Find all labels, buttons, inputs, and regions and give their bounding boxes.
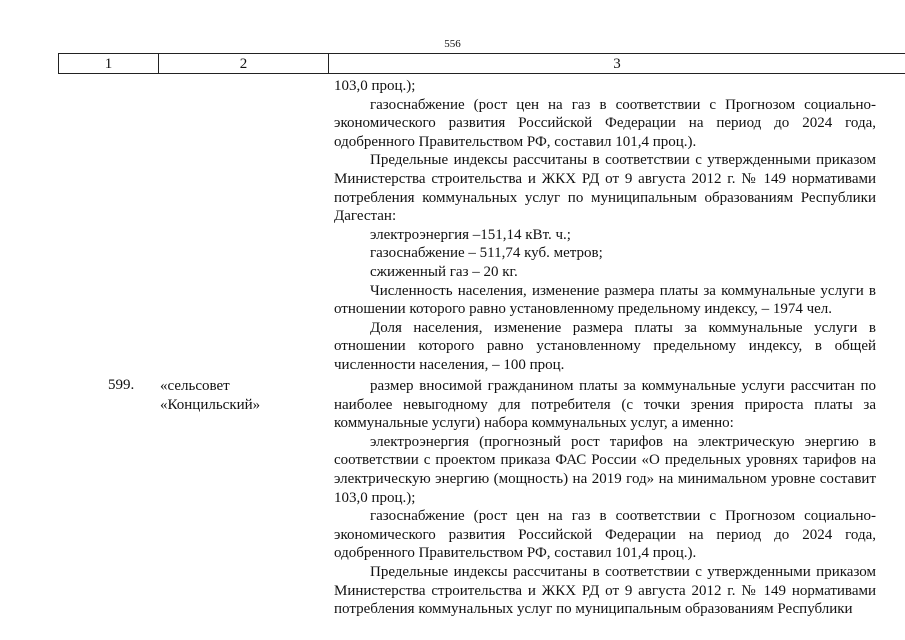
row-598-continuation-text bbox=[334, 77, 876, 375]
paragraph: размер вносимой гражданином платы за коммунальные услуги рассчитан по наиболее невыгодному для потребителя (с точки зрения прироста платы за коммунальные услуги) набора коммунальных услуг, а именно: bbox=[334, 378, 876, 432]
municipality-name bbox=[160, 377, 260, 415]
paragraph: газоснабжение (рост цен на газ в соответствии с Прогнозом социально-экономического развития Российской Федерации на период до 2024 года, одобренного Правительством РФ, составил 101,4 проц.). bbox=[334, 508, 876, 562]
municipality-name-line2: «Концильский» bbox=[160, 397, 261, 413]
table-header-col3: 3 bbox=[328, 53, 905, 74]
table-header-col1: 1 bbox=[58, 53, 158, 74]
paragraph: газоснабжение (рост цен на газ в соответствии с Прогнозом социально-экономического развития Российской Федерации на период до 2024 года, одобренного Правительством РФ, составил 101,4 проц.). bbox=[334, 96, 876, 150]
paragraph: 103,0 проц.); bbox=[334, 78, 416, 94]
paragraph: электроэнергия –151,14 кВт. ч.; bbox=[370, 226, 571, 243]
table-header-col2: 2 bbox=[158, 53, 328, 74]
paragraph: электроэнергия (прогнозный рост тарифов на электрическую энергию в соответствии с проектом приказа ФАС России «О предельных уровнях тарифов на электрическую энергию (мощность) на 2019 год» на минимальном уровне составит 103,0 проц.); bbox=[334, 433, 876, 506]
paragraph: Численность населения, изменение размера платы за коммунальные услуги в отношении которого равно установленному предельному индексу, – 1974 чел. bbox=[334, 282, 876, 318]
paragraph: газоснабжение – 511,74 куб. метров; bbox=[370, 245, 603, 262]
row-599-description-text bbox=[334, 377, 876, 619]
row-number: 599. bbox=[108, 377, 135, 393]
municipality-name-line1: «сельсовет bbox=[160, 378, 230, 394]
page-number: 556 bbox=[444, 38, 461, 50]
paragraph: Предельные индексы рассчитаны в соответствии с утвержденными приказом Министерства строительства и ЖКХ РД от 9 августа 2012 г. № 149 нормативами потребления коммунальных услуг по муниципальным образованиям Республики bbox=[334, 563, 876, 618]
paragraph: сжиженный газ – 20 кг. bbox=[370, 263, 518, 280]
paragraph: Предельные индексы рассчитаны в соответствии с утвержденными приказом Министерства строительства и ЖКХ РД от 9 августа 2012 г. № 149 нормативами потребления коммунальных услуг по муниципальным образованиям Республики Дагестан: bbox=[334, 152, 876, 225]
paragraph: Доля населения, изменение размера платы за коммунальные услуги в отношении которого равно установленному предельному индексу, в общей численности населения, – 100 проц. bbox=[334, 319, 876, 373]
